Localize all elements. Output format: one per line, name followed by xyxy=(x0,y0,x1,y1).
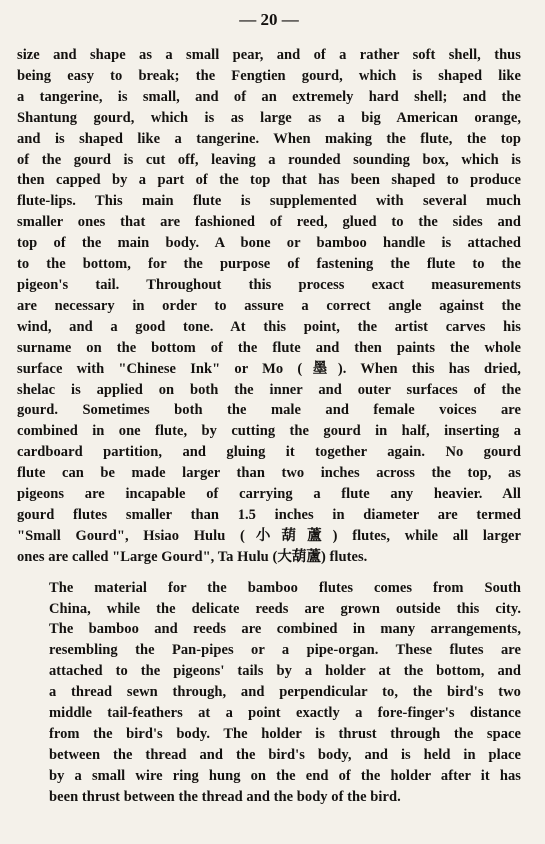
text-line: then capped by a part of the top that has been shaped to produce xyxy=(17,172,521,189)
text-line: are necessary in order to assure a correct angle against the xyxy=(17,297,521,314)
page-number: — 20 — xyxy=(239,10,299,29)
text-line: China, while the delicate reeds are grown outside this city. xyxy=(49,600,521,617)
paragraph-1 xyxy=(17,45,521,568)
text-line: The bamboo and reeds are combined in many arrangements, xyxy=(49,621,521,638)
text-line: smaller ones that are fashioned of reed, glued to the sides and xyxy=(17,214,521,231)
text-line: surname on the bottom of the flute and then paints the whole xyxy=(17,339,521,356)
text-line: flute can be made larger than two inches across the top, as xyxy=(17,465,521,482)
text-line: pigeons are incapable of carrying a flute any heavier. All xyxy=(17,486,521,503)
text-line: been thrust between the thread and the body of the bird. xyxy=(49,788,401,805)
text-line: between the thread and the bird's body, and is held in place xyxy=(49,746,521,763)
text-line: a tangerine, is small, and of an extremely hard shell; and the xyxy=(17,88,521,105)
text-line: cardboard partition, and gluing it together again. No gourd xyxy=(17,444,521,461)
text-line: Shantung gourd, which is as large as a big American orange, xyxy=(17,109,521,126)
text-line: ones are called "Large Gourd", Ta Hulu (大葫蘆) flutes. xyxy=(17,548,368,565)
text-line: shelac is applied on both the inner and outer surfaces of the xyxy=(17,381,521,398)
text-line: attached to the pigeons' tails by a holder at the bottom, and xyxy=(49,663,521,680)
text-line: a thread sewn through, and perpendicular to, the bird's two xyxy=(49,684,521,701)
paragraph-2 xyxy=(17,578,521,808)
text-line: size and shape as a small pear, and of a rather soft shell, thus xyxy=(17,47,521,63)
text-line: of the gourd is cut off, leaving a rounded sounding box, which is xyxy=(17,151,521,168)
text-line: "Small Gourd", Hsiao Hulu (小葫蘆) flutes, while all larger xyxy=(17,527,521,544)
text-line: surface with "Chinese Ink" or Mo (墨). When this has dried, xyxy=(17,360,521,377)
text-line: wind, and a good tone. At this point, the artist carves his xyxy=(17,318,521,335)
text-line: from the bird's body. The holder is thrust through the space xyxy=(49,726,521,742)
text-line: being easy to break; the Fengtien gourd, which is shaped like xyxy=(17,67,521,84)
text-line: top of the main body. A bone or bamboo handle is attached xyxy=(17,235,521,252)
text-line: and is shaped like a tangerine. When making the flute, the top xyxy=(17,130,521,147)
text-line: resembling the Pan-pipes or a pipe-organ. These flutes are xyxy=(49,642,521,659)
text-line: gourd. Sometimes both the male and female voices are xyxy=(17,402,521,419)
text-line: flute-lips. This main flute is supplemented with several much xyxy=(17,193,521,210)
text-line: pigeon's tail. Throughout this process exact measurements xyxy=(17,276,521,293)
text-line: gourd flutes smaller than 1.5 inches in diameter are termed xyxy=(17,506,521,523)
text-line: to the bottom, for the purpose of fastening the flute to the xyxy=(17,256,521,273)
text-line: combined in one flute, by cutting the gourd in half, inserting a xyxy=(17,423,521,440)
text-line: middle tail-feathers at a point exactly a fore-finger's distance xyxy=(49,705,521,722)
text-line: The material for the bamboo flutes comes from South xyxy=(49,579,521,596)
text-line: by a small wire ring hung on the end of the holder after it has xyxy=(49,767,521,784)
